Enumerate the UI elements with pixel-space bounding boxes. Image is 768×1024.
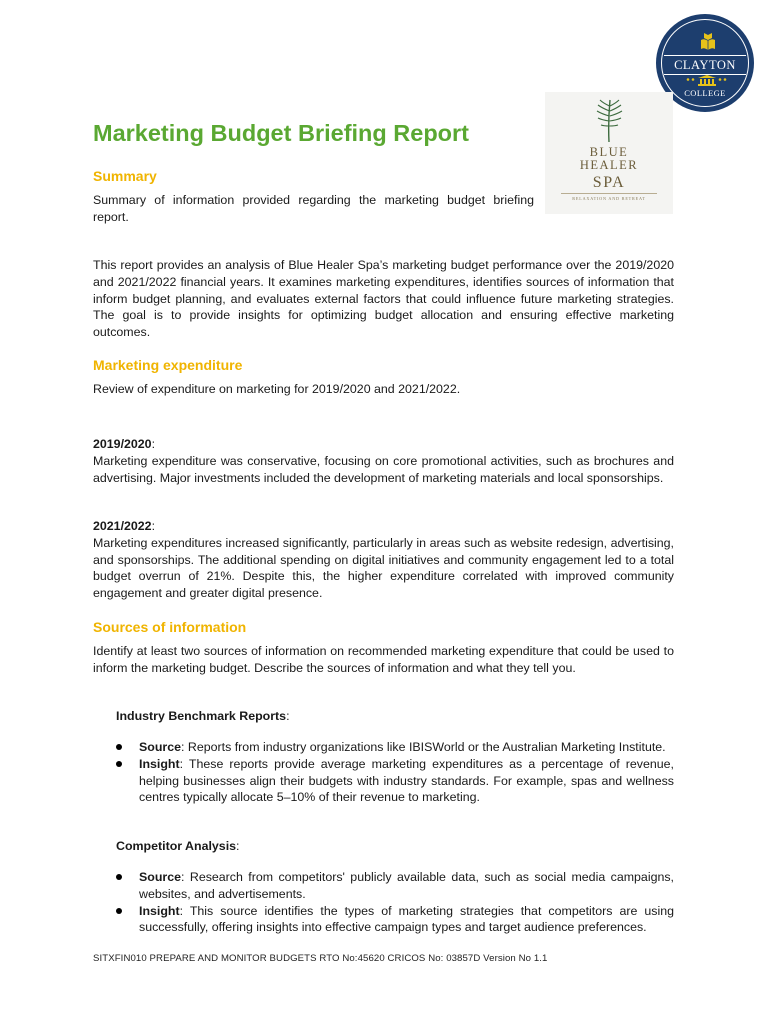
bullet-icon	[116, 874, 122, 880]
item-label: Insight	[139, 903, 180, 918]
book-icon	[700, 33, 716, 51]
item-label: Source	[139, 870, 182, 884]
blue-healer-spa-logo	[545, 92, 673, 214]
item-text: : This source identifies the types of marketing strategies that competitors are using successfully, offering insights into effective campaign types and target audience preferences.	[139, 903, 674, 935]
item-text: : Research from competitors' publicly available data, such as social media campaigns, websites, and advertisements.	[139, 870, 674, 901]
sources-intro: Identify at least two sources of information on recommended marketing expenditure that could be used to inform the marketing budget. Describe the sources of information and what they tell you.	[93, 644, 674, 675]
summary-body: This report provides an analysis of Blue Healer Spa’s marketing budget performance over the 2019/2020 and 2021/2022 financial years. It examines marketing expenditures, identifies sources of information that inform budget planning, and evaluates external factors that could influence future marketing strategies. The goal is to provide insights for optimizing budget allocation and ensuring effective marketing outcomes.	[93, 258, 674, 340]
seal-ring	[661, 19, 749, 107]
benchmark-list	[116, 739, 674, 806]
star-icon	[717, 77, 727, 82]
bullet-icon	[116, 744, 122, 750]
year-2019-label: 2019/2020	[93, 437, 152, 451]
sources-heading: Sources of information	[93, 619, 247, 635]
spa-logo-divider	[561, 193, 657, 194]
label-colon: :	[151, 437, 156, 451]
spa-logo-tagline: RELAXATION AND RETREAT	[572, 196, 646, 201]
year-2021-text: Marketing expenditures increased significantly, particularly in areas such as website redesign, advertising, and sponsorships. The additional spending on digital initiatives and community engagement led to a total budget overrun of 21%. Despite this, the higher expenditure correlated with improved community engagement and greater digital presence.	[93, 535, 674, 601]
seal-banner	[664, 55, 746, 75]
label-colon: :	[151, 519, 156, 533]
list-item	[116, 903, 674, 937]
group-title-text: Industry Benchmark Reports	[116, 709, 287, 723]
spa-logo-spa: SPA	[592, 174, 626, 191]
item-label: Source	[139, 740, 182, 754]
college-name: CLAYTON	[674, 57, 736, 72]
group-title-text: Competitor Analysis	[116, 839, 237, 853]
group-title-benchmark: Industry Benchmark Reports:	[116, 709, 290, 723]
year-2019-block	[93, 436, 674, 486]
item-text: : Reports from industry organizations like IBISWorld or the Australian Marketing Institute.	[181, 740, 666, 754]
summary-heading: Summary	[93, 168, 157, 184]
star-icon	[686, 77, 696, 82]
summary-intro: Summary of information provided regarding the marketing budget briefing report.	[93, 193, 534, 224]
year-2021-block	[93, 518, 674, 602]
spa-logo-line	[545, 146, 673, 172]
item-label: Insight	[139, 756, 180, 771]
spa-logo-word: HEALER	[579, 158, 639, 172]
item-text: : These reports provide average marketing expenditures as a percentage of revenue, helping businesses align their budgets with industry standards. For example, spas and wellness centres typically allocate 5–10% of their revenue to marketing.	[139, 756, 674, 805]
group-title-competitor: Competitor Analysis:	[116, 839, 240, 853]
bullet-icon	[116, 761, 122, 767]
expenditure-intro: Review of expenditure on marketing for 2019/2020 and 2021/2022.	[93, 382, 461, 396]
page-title: Marketing Budget Briefing Report	[93, 120, 470, 146]
competitor-list	[116, 869, 674, 936]
year-2019-text: Marketing expenditure was conservative, focusing on core promotional activities, such as brochures and advertising. Major investments included the development of marketing materials and local sponsorships.	[93, 453, 674, 485]
bullet-icon	[116, 908, 122, 914]
college-subtitle: COLLEGE	[684, 88, 726, 98]
spa-logo-word: BLUE	[589, 145, 629, 159]
list-item	[116, 756, 674, 806]
list-item	[116, 739, 674, 756]
list-item	[116, 869, 674, 903]
page-footer: SITXFIN010 PREPARE AND MONITOR BUDGETS RTO No:45620 CRICOS No: 03857D Version No 1.1	[93, 953, 548, 964]
palm-leaf-icon	[595, 98, 623, 142]
year-2021-label: 2021/2022	[93, 519, 152, 533]
expenditure-heading: Marketing expenditure	[93, 357, 243, 373]
building-icon	[698, 75, 716, 86]
